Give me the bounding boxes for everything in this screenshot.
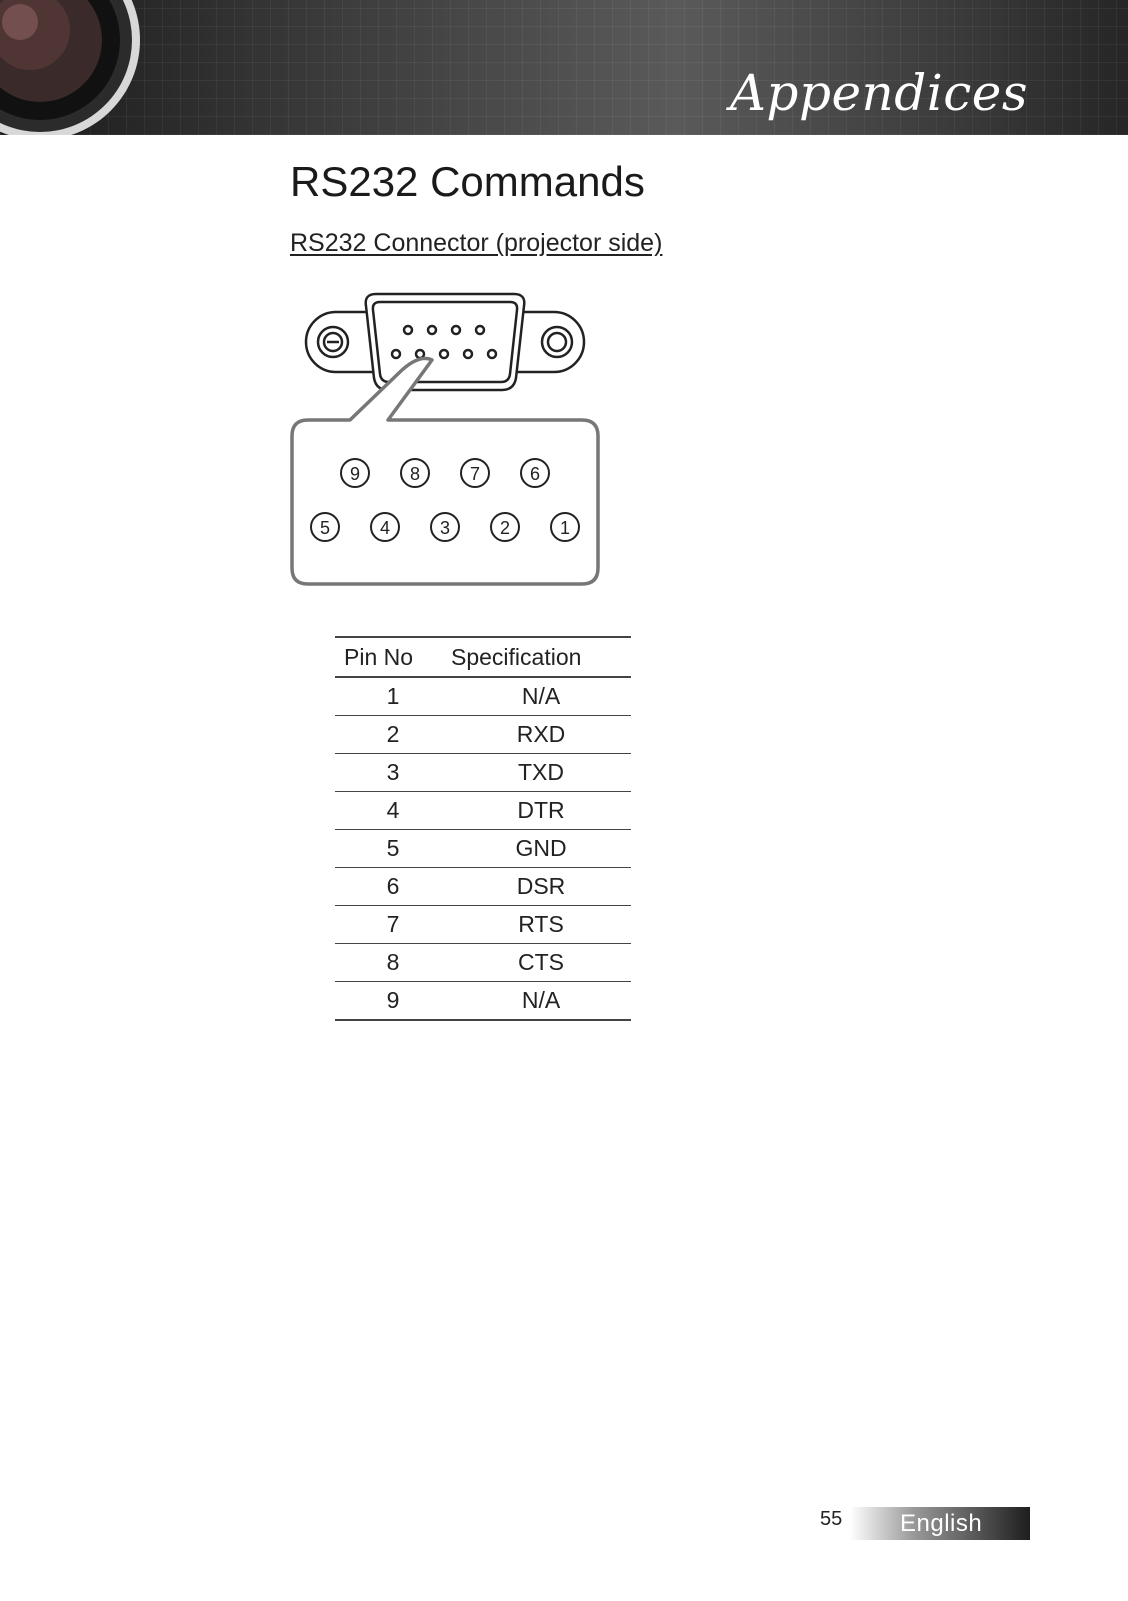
pin-4-label: 4 — [379, 518, 391, 538]
pin-3-label: 3 — [439, 518, 451, 538]
specification-cell: GND — [451, 830, 631, 868]
page-title: RS232 Commands — [290, 158, 645, 205]
specification-cell: N/A — [451, 677, 631, 716]
table-header-row — [335, 637, 631, 677]
pin-9-label: 9 — [349, 464, 361, 484]
pin-callout-box — [292, 358, 598, 584]
pin-no-cell: 3 — [335, 754, 451, 792]
section-heading: RS232 Connector (projector side) — [290, 229, 663, 257]
table-row — [335, 868, 631, 906]
table-row — [335, 944, 631, 982]
table-row — [335, 677, 631, 716]
table-row — [335, 754, 631, 792]
language-label: English — [900, 1510, 983, 1537]
header-banner — [0, 0, 1128, 135]
pin-specification-table — [335, 636, 631, 1021]
specification-cell: DSR — [451, 868, 631, 906]
pin-5-label: 5 — [319, 518, 331, 538]
table-row — [335, 830, 631, 868]
pin-no-cell: 7 — [335, 906, 451, 944]
header-section-title: Appendices — [729, 64, 1028, 122]
table-row — [335, 982, 631, 1021]
specification-cell: RXD — [451, 716, 631, 754]
specification-cell: N/A — [451, 982, 631, 1021]
language-tab — [850, 1507, 1030, 1540]
pin-2-label: 2 — [499, 518, 511, 538]
table-row — [335, 906, 631, 944]
pin-1-label: 1 — [559, 518, 571, 538]
pin-no-cell: 2 — [335, 716, 451, 754]
pin-no-cell: 1 — [335, 677, 451, 716]
pin-no-cell: 5 — [335, 830, 451, 868]
specification-cell: TXD — [451, 754, 631, 792]
pin-no-cell: 8 — [335, 944, 451, 982]
pin-no-cell: 4 — [335, 792, 451, 830]
column-header-specification: Specification — [451, 637, 631, 677]
pin-no-cell: 6 — [335, 868, 451, 906]
pin-7-label: 7 — [469, 464, 481, 484]
page-number: 55 — [820, 1508, 843, 1530]
specification-cell: RTS — [451, 906, 631, 944]
pin-8-label: 8 — [409, 464, 421, 484]
pin-6-label: 6 — [529, 464, 541, 484]
column-header-pin-no: Pin No — [335, 637, 451, 677]
specification-cell: CTS — [451, 944, 631, 982]
rs232-connector-diagram — [290, 292, 620, 592]
specification-cell: DTR — [451, 792, 631, 830]
db9-connector-icon — [306, 294, 584, 390]
table-row — [335, 716, 631, 754]
table-row — [335, 792, 631, 830]
pin-no-cell: 9 — [335, 982, 451, 1021]
lens-icon — [0, 0, 150, 135]
